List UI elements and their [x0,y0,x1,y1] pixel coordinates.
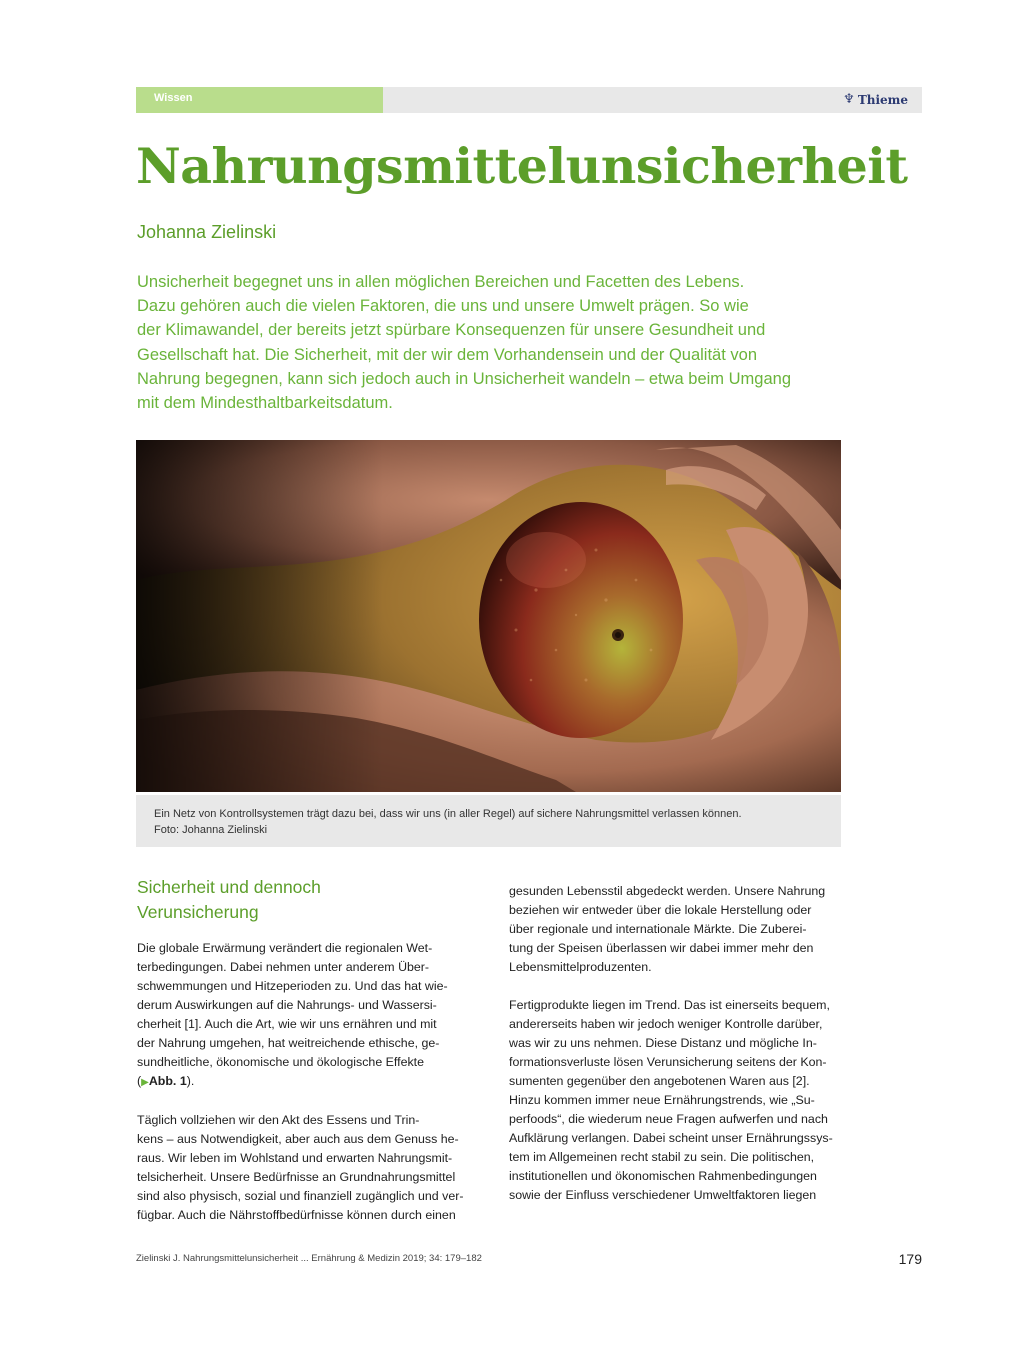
publisher-logo [843,92,908,107]
body-column-left [137,939,469,1225]
footer-citation: Zielinski J. Nahrungsmittelunsicherheit ... Ernährung & Medizin 2019; 34: 179–182 [136,1253,482,1264]
body-line: Hinzu kommen immer neue Ernährungstrends, wie „Su- [509,1093,815,1107]
body-line: andererseits haben wir jedoch weniger Kontrolle darüber, [509,1017,823,1031]
article-title: Nahrungsmittelunsicherheit [136,137,908,195]
abstract-line: Gesellschaft hat. Die Sicherheit, mit der wir dem Vorhandensein und der Qualität von [137,345,757,364]
body-line: perfoods“, die wiederum neue Fragen aufwerfen und nach [509,1112,828,1126]
ref-open: ( [137,1074,142,1088]
body-line: beziehen wir entweder über die lokale Herstellung oder [509,903,812,917]
body-line: sind also physisch, sozial und finanziell zugänglich und ver- [137,1189,464,1203]
figure-photo [136,440,841,792]
body-line: Täglich vollziehen wir den Akt des Essens und Trin- [137,1113,420,1127]
body-line: derum Auswirkungen auf die Nahrungs- und Wassersi- [137,998,437,1012]
caption-text: Ein Netz von Kontrollsystemen trägt dazu bei, dass wir uns (in aller Regel) auf sichere Nahrungsmittel verlassen können. [154,808,742,820]
ref-close: ). [186,1074,195,1088]
photo-credit: Foto: Johanna Zielinski [154,824,268,836]
body-line: telsicherheit. Unsere Bedürfnisse an Grundnahrungsmittel [137,1170,456,1184]
body-line: fügbar. Auch die Nährstoffbedürfnisse können durch einen [137,1208,456,1222]
body-line: sumenten gegenüber den angebotenen Waren aus [2]. [509,1074,810,1088]
abstract-line: der Klimawandel, der bereits jetzt spürbare Konsequenzen für unsere Gesundheit und [137,321,766,340]
figure-reference-line [137,1072,469,1092]
apple-in-hands-image [136,440,841,792]
body-line: Aufklärung verlangen. Dabei scheint unser Ernährungssys- [509,1131,833,1145]
paragraph-gap [137,1092,469,1111]
figure-caption [136,795,841,847]
body-line: tung der Speisen überlassen wir dabei immer mehr den [509,941,814,955]
body-line: über regionale und internationale Märkte. Die Zuberei- [509,922,807,936]
body-line: sundheitliche, ökonomische und ökologische Effekte [137,1055,425,1069]
body-line: raus. Wir leben im Wohlstand und erwarten Nahrungsmit- [137,1151,453,1165]
body-line: sowie der Einfluss verschiedener Umweltfaktoren liegen [509,1188,817,1202]
body-line: Lebensmittelproduzenten. [509,960,652,974]
abstract-line: mit dem Mindesthaltbarkeitsdatum. [137,394,393,413]
publisher-name: Thieme [857,92,908,107]
header-bar [136,87,922,113]
section-tag [136,87,383,113]
body-line: terbedingungen. Dabei nehmen unter anderem Über- [137,960,430,974]
body-line: cherheit [1]. Auch die Art, wie wir uns ernähren und mit [137,1017,437,1031]
article-author: Johanna Zielinski [137,222,277,242]
body-line: kens – aus Notwendigkeit, aber auch aus dem Genuss he- [137,1132,459,1146]
section-tag-label: Wissen [154,92,193,104]
abstract-line: Unsicherheit begegnet uns in allen möglichen Bereichen und Facetten des Lebens. [137,273,745,291]
body-line: institutionellen und ökonomischen Rahmenbedingungen [509,1169,817,1183]
paragraph-gap [509,977,841,996]
arrow-right-icon: ▶ [141,1077,149,1088]
section-heading-line: Verunsicherung [137,902,259,922]
body-line: formationsverluste lösen Verunsicherung seitens der Kon- [509,1055,827,1069]
thieme-logo-icon: ♆ [843,92,855,107]
section-heading [137,875,321,925]
page-number: 179 [898,1251,922,1267]
body-line: tem im Allgemeinen recht stabil zu sein. Die politischen, [509,1150,815,1164]
figure-reference-link[interactable]: Abb. 1 [148,1074,187,1088]
article-abstract [137,270,837,415]
body-line: was wir zu uns nehmen. Diese Distanz und mögliche In- [509,1036,817,1050]
abstract-line: Dazu gehören auch die vielen Faktoren, die uns und unsere Umwelt prägen. So wie [137,297,749,316]
body-column-right [509,882,841,1205]
body-line: Die globale Erwärmung verändert die regionalen Wet- [137,941,433,955]
section-heading-line: Sicherheit und dennoch [137,877,321,897]
body-line: schwemmungen und Hitzeperioden zu. Und das hat wie- [137,979,448,993]
body-line: gesunden Lebensstil abgedeckt werden. Unsere Nahrung [509,884,826,898]
body-line: der Nahrung umgehen, hat weitreichende ethische, ge- [137,1036,440,1050]
body-line: Fertigprodukte liegen im Trend. Das ist einerseits bequem, [509,998,830,1012]
abstract-line: Nahrung begegnen, kann sich jedoch auch in Unsicherheit wandeln – etwa beim Umgang [137,369,791,388]
